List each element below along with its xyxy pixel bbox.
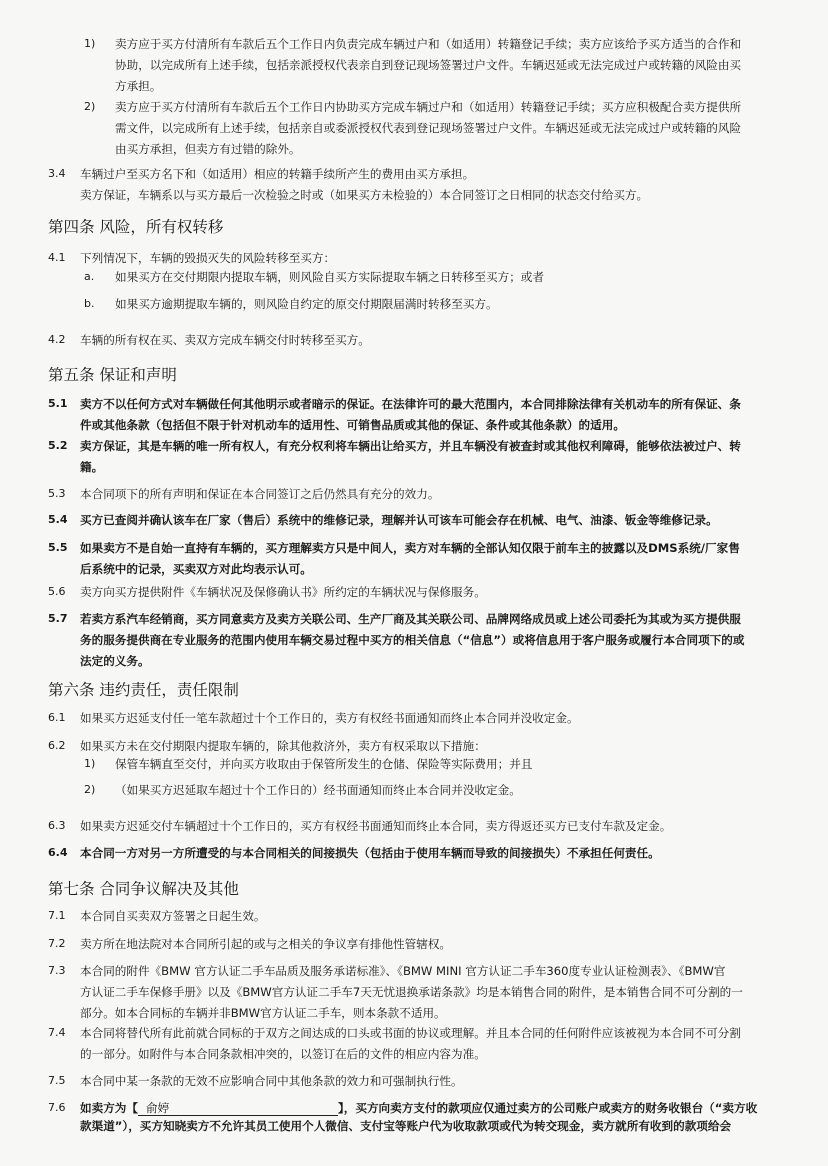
clause-number: 5.5 xyxy=(48,541,68,554)
clause-number: 7.1 xyxy=(48,909,66,922)
clause-text-line: 卖方不以任何方式对车辆做任何其他明示或者暗示的保证。在法律许可的最大范围内，本合同排除法律有关机动车的所有保证、条 xyxy=(80,397,741,411)
seller-name-field xyxy=(138,1101,338,1116)
clause-number: 6.1 xyxy=(48,711,66,724)
clause-text-line: 后系统中的记录，买卖双方对此均表示认可。 xyxy=(80,562,312,576)
clause-text-line: （如果买方迟延取车超过十个工作日的）经书面通知而终止本合同并没收定金。 xyxy=(115,783,521,797)
clause-text-line: 本合同中某一条款的无效不应影响合同中其他条款的效力和可强制执行性。 xyxy=(80,1074,463,1088)
clause-text-line: 下列情况下，车辆的毁损灭失的风险转移至买方： xyxy=(80,251,336,265)
clause-7-6-prefix: 如卖方为【 xyxy=(80,1101,138,1115)
clause-text-line: 卖方所在地法院对本合同所引起的或与之相关的争议享有排他性管辖权。 xyxy=(80,937,452,951)
clause-number: 7.3 xyxy=(48,964,66,977)
clause-number: 5.6 xyxy=(48,585,66,598)
clause-number: 2) xyxy=(84,100,96,113)
clause-text-line: 本合同自买卖双方签署之日起生效。 xyxy=(80,909,266,923)
clause-text-line: 卖方向买方提供附件《车辆状况及保修确认书》所约定的车辆状况与保修服务。 xyxy=(80,585,486,599)
section-heading: 第七条 合同争议解决及其他 xyxy=(48,880,239,898)
clause-text-line: 的一部分。如附件与本合同条款相冲突的，以签订在后的文件的相应内容为准。 xyxy=(80,1047,486,1061)
clause-text-line: 保管车辆直至交付，并向买方收取由于保管所发生的仓储、保险等实际费用；并且 xyxy=(115,757,533,771)
clause-text-line: 如果卖方不是自始一直持有车辆的，买方理解卖方只是中间人，卖方对车辆的全部认知仅限于前车主的披露以及DMS系统/厂家售 xyxy=(80,541,740,555)
clause-text-line: 部分。如本合同标的车辆并非BMW官方认证二手车，则本条款不适用。 xyxy=(80,1006,446,1020)
clause-text-line: 如果买方迟延支付任一笔车款超过十个工作日的，卖方有权经书面通知而终止本合同并没收定金。 xyxy=(80,711,579,725)
clause-text-line: 本合同将替代所有此前就合同标的于双方之间达成的口头或书面的协议或理解。并且本合同的任何附件应该被视为本合同不可分割 xyxy=(80,1026,741,1040)
clause-text-line: 务的服务提供商在专业服务的范围内使用车辆交易过程中买方的相关信息（“信息”）或将信息用于客户服务或履行本合同项下的或 xyxy=(80,633,745,647)
clause-text-line: 方认证二手车保修手册》以及《BMW官方认证二手车7天无忧退换承诺条款》均是本销售合同的附件，是本销售合同不可分割的一 xyxy=(80,985,743,999)
clause-text-line: 如果买方未在交付期限内提取车辆的，除其他救济外，卖方有权采取以下措施： xyxy=(80,739,486,753)
clause-text-line: 若卖方系汽车经销商，买方同意卖方及卖方关联公司、生产厂商及其关联公司、品牌网络成员或上述公司委托为其或为买方提供服 xyxy=(80,612,741,626)
clause-number: 7.5 xyxy=(48,1074,66,1087)
clause-7-6-suffix: 】，买方向卖方支付的款项应仅通过卖方的公司账户或卖方的财务收银台（“卖方收 xyxy=(337,1101,758,1115)
clause-text-line: 卖方保证，车辆系以与买方最后一次检验之时或（如果买方未检验的）本合同签订之日相同的状态交付给买方。 xyxy=(80,188,649,202)
clause-text-line: 件或其他条款（包括但不限于针对机动车的适用性、可销售品质或其他的保证、条件或其他条款）的适用。 xyxy=(80,418,625,432)
clause-number: 7.6 xyxy=(48,1101,66,1114)
section-heading: 第五条 保证和声明 xyxy=(48,366,177,384)
clause-number: 4.2 xyxy=(48,333,66,346)
section-heading: 第四条 风险，所有权转移 xyxy=(48,218,224,236)
clause-number: 4.1 xyxy=(48,251,66,264)
clause-text-line: 如果卖方迟延交付车辆超过十个工作日的，买方有权经书面通知而终止本合同，卖方得返还买方已支付车款及定金。 xyxy=(80,819,672,833)
clause-text-line: 如果买方在交付期限内提取车辆，则风险自买方实际提取车辆之日转移至买方；或者 xyxy=(115,270,544,284)
clause-number: 7.4 xyxy=(48,1026,66,1039)
clause-text-line: 车辆过户至买方名下和（如适用）相应的转籍手续所产生的费用由买方承担。 xyxy=(80,167,475,181)
clause-number: b. xyxy=(84,297,95,310)
clause-text-line: 本合同的附件《BMW 官方认证二手车品质及服务承诺标准》、《BMW MINI 官方认证二手车360度专业认证检测表》、《BMW官 xyxy=(80,964,726,978)
clause-number: 1) xyxy=(84,37,96,50)
clause-number: a. xyxy=(84,270,95,283)
clause-text-line: 本合同一方对另一方所遭受的与本合同相关的间接损失（包括由于使用车辆而导致的间接损失）不承担任何责任。 xyxy=(80,846,660,860)
clause-text-line: 卖方保证，其是车辆的唯一所有权人，有充分权利将车辆出让给买方，并且车辆没有被查封或其他权利障碍，能够依法被过户、转 xyxy=(80,439,741,453)
clause-text-line: 卖方应于买方付清所有车款后五个工作日内负责完成车辆过户和（如适用）转籍登记手续；卖方应该给予买方适当的合作和 xyxy=(115,37,742,51)
clause-number: 7.2 xyxy=(48,937,66,950)
clause-number: 6.4 xyxy=(48,846,68,859)
clause-text-line: 法定的义务。 xyxy=(80,654,150,668)
clause-number: 5.1 xyxy=(48,397,68,410)
clause-text-line: 买方已查阅并确认该车在厂家（售后）系统中的维修记录，理解并认可该车可能会存在机械、电气、油漆、钣金等维修记录。 xyxy=(80,513,718,527)
seller-name: 俞婷 xyxy=(145,1101,170,1115)
clause-text-line: 籍。 xyxy=(80,460,104,474)
clause-number: 5.3 xyxy=(48,487,66,500)
clause-number: 5.7 xyxy=(48,612,68,625)
clause-number: 5.4 xyxy=(48,513,68,526)
clause-number: 6.2 xyxy=(48,739,66,752)
clause-number: 2) xyxy=(84,783,96,796)
clause-text-line: 车辆的所有权在买、卖双方完成车辆交付时转移至买方。 xyxy=(80,333,370,347)
clause-text-line: 方承担。 xyxy=(115,79,162,93)
clause-text-line: 本合同项下的所有声明和保证在本合同签订之后仍然具有充分的效力。 xyxy=(80,487,440,501)
clause-7-6-line-2: 款渠道”），买方知晓卖方不允许其员工使用个人微信、支付宝等账户代为收取款项或代为转交现金，卖方就所有收到的款项给会 xyxy=(80,1119,732,1133)
clause-text-line: 需文件，以完成所有上述手续，包括亲自或委派授权代表到登记现场签署过户文件。车辆迟延或无法完成过户或转籍的风险 xyxy=(115,121,742,135)
clause-number: 1) xyxy=(84,757,96,770)
clause-text-line: 如果买方逾期提取车辆的，则风险自约定的原交付期限届满时转移至买方。 xyxy=(115,297,498,311)
clause-text-line: 卖方应于买方付清所有车款后五个工作日内协助买方完成车辆过户和（如适用）转籍登记手续；买方应积极配合卖方提供所 xyxy=(115,100,742,114)
clause-text-line: 由买方承担，但卖方有过错的除外。 xyxy=(115,142,301,156)
clause-number: 6.3 xyxy=(48,819,66,832)
clause-number: 5.2 xyxy=(48,439,68,452)
clause-text-line: 协助，以完成所有上述手续，包括亲派授权代表亲自到登记现场签署过户文件。车辆迟延或无法完成过户或转籍的风险由买 xyxy=(115,58,742,72)
clause-number: 3.4 xyxy=(48,167,66,180)
clause-7-6-line-1 xyxy=(80,1100,757,1116)
section-heading: 第六条 违约责任，责任限制 xyxy=(48,681,239,699)
